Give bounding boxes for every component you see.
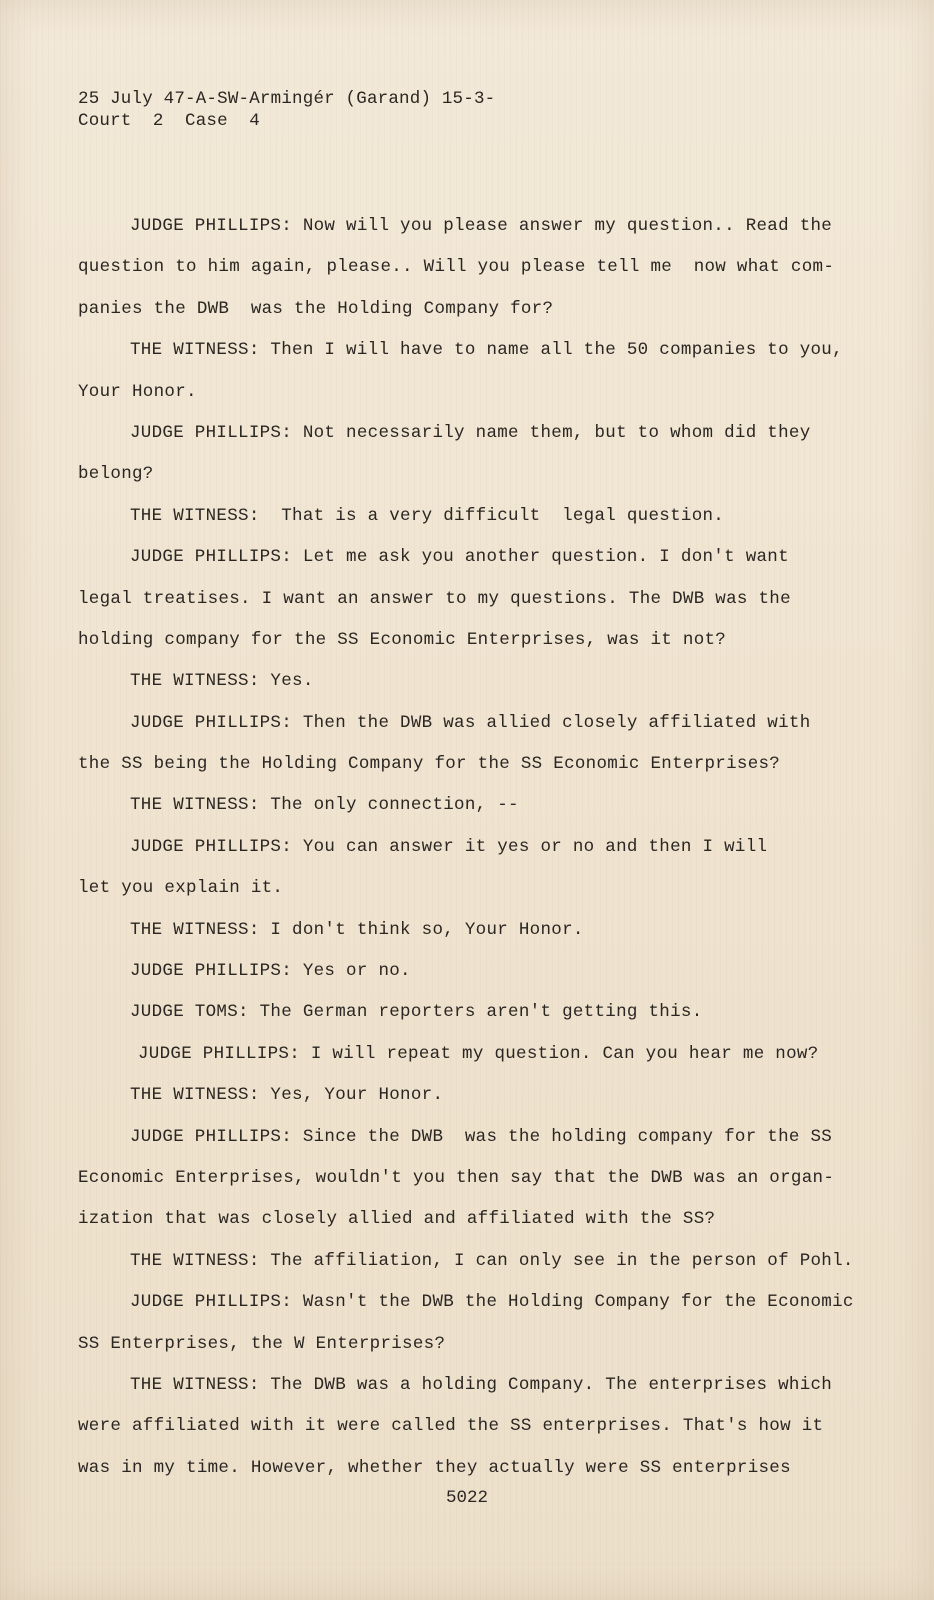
transcript-line: JUDGE PHILLIPS: Let me ask you another question. I don't want — [130, 547, 789, 568]
transcript-line: question to him again, please.. Will you please tell me now what com- — [78, 257, 835, 278]
transcript-line: JUDGE PHILLIPS: I will repeat my question. Can you hear me now? — [138, 1043, 819, 1064]
transcript-line: SS Enterprises, the W Enterprises? — [78, 1333, 446, 1354]
transcript-line: let you explain it. — [78, 878, 284, 899]
page-number: 5022 — [445, 1488, 488, 1508]
transcript-line: THE WITNESS: That is a very difficult legal question. — [130, 505, 725, 526]
transcript-line: THE WITNESS: The affiliation, I can only see in the person of Pohl. — [130, 1250, 854, 1271]
transcript-body — [78, 206, 854, 1489]
transcript-line: THE WITNESS: The DWB was a holding Company. The enterprises which — [130, 1374, 833, 1395]
transcript-line: JUDGE PHILLIPS: Then the DWB was allied closely affiliated with — [130, 712, 811, 733]
transcript-line: THE WITNESS: The only connection, -- — [130, 795, 519, 816]
transcript-line: JUDGE PHILLIPS: Not necessarily name them, but to whom did they — [130, 422, 811, 443]
transcript-line: belong? — [78, 464, 154, 485]
transcript-line: was in my time. However, whether they actually were SS enterprises — [78, 1457, 791, 1478]
transcript-line: JUDGE PHILLIPS: Now will you please answer my question.. Read the — [130, 216, 833, 236]
transcript-line: JUDGE PHILLIPS: Since the DWB was the holding company for the SS — [130, 1126, 833, 1147]
transcript-line: THE WITNESS: Yes, Your Honor. — [130, 1085, 444, 1106]
transcript-line: THE WITNESS: Yes. — [130, 671, 314, 692]
transcript-line: JUDGE TOMS: The German reporters aren't getting this. — [130, 1002, 703, 1023]
transcript-line: JUDGE PHILLIPS: Yes or no. — [130, 961, 411, 982]
transcript-line: panies the DWB was the Holding Company for? — [78, 298, 554, 319]
transcript-line: JUDGE PHILLIPS: You can answer it yes or no and then I will — [130, 836, 768, 857]
transcript-line: Your Honor. — [78, 381, 197, 402]
transcript-line: legal treatises. I want an answer to my questions. The DWB was the — [78, 588, 791, 609]
header-court-line: Court 2 Case 4 — [78, 111, 260, 131]
transcript-line: Economic Enterprises, wouldn't you then say that the DWB was an organ- — [78, 1167, 835, 1188]
document-header — [78, 88, 495, 132]
transcript-line: were affiliated with it were called the SS enterprises. That's how it — [78, 1416, 824, 1437]
transcript-line: holding company for the SS Economic Enterprises, was it not? — [78, 629, 727, 650]
transcript-line: the SS being the Holding Company for the SS Economic Enterprises? — [78, 754, 781, 775]
header-date-line: 25 July 47-A-SW-Armingér (Garand) 15-3- — [78, 89, 496, 109]
transcript-line: ization that was closely allied and affiliated with the SS? — [78, 1209, 716, 1230]
transcript-line: THE WITNESS: Then I will have to name all the 50 companies to you, — [130, 340, 843, 361]
transcript-line: JUDGE PHILLIPS: Wasn't the DWB the Holding Company for the Economic — [130, 1292, 854, 1313]
transcript-line: THE WITNESS: I don't think so, Your Honor. — [130, 919, 584, 940]
